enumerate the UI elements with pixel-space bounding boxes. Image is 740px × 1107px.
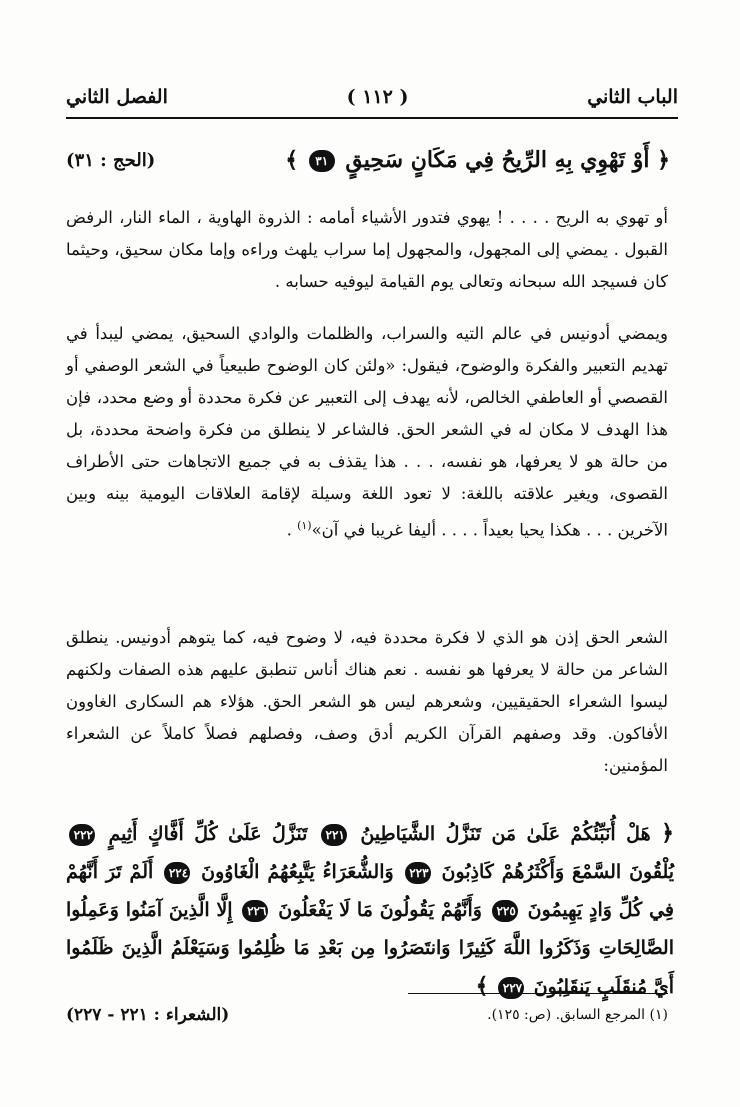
verse-text-block <box>285 147 670 173</box>
verse-224: وَالشُّعَرَاءُ يَتَّبِعُهُمُ الْغَاوُونَ <box>201 861 394 883</box>
verse-reference: (الحج : ٣١) <box>66 149 156 171</box>
running-header <box>66 82 678 112</box>
verse-222: تَنَزَّلُ عَلَىٰ كُلِّ أَفَّاكٍ أَثِيمٍ <box>108 823 308 845</box>
ayah-number: ٢٢٦ <box>242 900 268 922</box>
page-footer <box>66 1000 668 1030</box>
footnote: (١) المرجع السابق. (ص: ١٢٥). <box>487 1007 668 1023</box>
ornate-bracket-open-icon: ﴿ <box>657 147 670 173</box>
header-divider <box>66 117 678 119</box>
passage-reference: (الشعراء : ٢٢١ - ٢٢٧) <box>66 1005 230 1025</box>
verse-225: أَلَمْ تَرَ أَنَّهُمْ فِي كُلِّ وَادٍ يَهِيمُونَ <box>66 861 674 921</box>
ornate-bracket-close-icon: ﴾ <box>475 973 489 999</box>
ornate-bracket-close-icon: ﴾ <box>285 147 299 173</box>
paragraph-2-text: ويمضي أدونيس في عالم التيه والسراب، والظلمات والوادي السحيق، يمضي ليبدأ في تهديم التعبير والفكرة والوضوح، فيقول: «ولئن كان الوضوح طبيعياً في الشعر الوصفي أو القصصي أو العاطفي الخالص، لأنه يهدف إلى التعبير عن فكرة محددة أو وضع محدد، فإن هذا الهدف لا مكان له في الشعر الحق. فالشاعر لا ينطلق من فكرة واضحة محددة، بل من حالة هو لا يعرفها، هو نفسه، . . . هذا يقذف به في جميع الاتجاهات حتى الأطراف القصوى، ويغير علاقته باللغة: لا تعود اللغة وسيلة لإقامة العلاقات اليومية بينه وبين الآخرين . . . هكذا يحيا بعيداً . . . . أليفا غريبا في آن» <box>66 324 668 540</box>
section-title: الفصل الثاني <box>66 86 168 108</box>
verse-226: وَأَنَّهُمْ يَقُولُونَ مَا لَا يَفْعَلُونَ <box>278 899 482 921</box>
verse-227: إِلَّا الَّذِينَ آمَنُوا وَعَمِلُوا الصَّالِحَاتِ وَذَكَرُوا اللَّهَ كَثِيرًا وَانتَصَرُوا مِن بَعْدِ مَا ظُلِمُوا وَسَيَعْلَمُ الَّذِينَ ظَلَمُوا أَيَّ مُنقَلَبٍ يَنقَلِبُونَ <box>66 899 674 998</box>
footnote-marker: (١) <box>297 519 312 532</box>
footnote-divider <box>408 993 668 994</box>
ayah-number: ٢٢٥ <box>492 900 518 922</box>
ayah-number: ٢٢٢ <box>69 824 95 846</box>
opening-verse <box>66 143 670 177</box>
ayah-number: ٢٢٧ <box>498 977 524 999</box>
paragraph-3: الشعر الحق إذن هو الذي لا فكرة محددة فيه، لا وضوح فيه، كما يتوهم أدونيس. ينطلق الشاعر من حالة لا يعرفها هو نفسه . نعم هناك أناس تنطبق عليهم هذه الصفات ولكنهم ليسوا الشعراء الحقيقيين، وشعرهم ليس هو الشعر الحق. هؤلاء هم السكارى الغاوون الأفاكون. وقد وصفهم القرآن الكريم أدق وصف، وفصلهم فصلاً كاملاً عن الشعراء المؤمنين: <box>66 628 668 775</box>
paragraph-1: أو تهوي به الريح . . . . ! يهوي فتدور الأشياء أمامه : الذروة الهاوية ، الماء النار، الرفض القبول . يمضي إلى المجهول، والمجهول إما سراب يلهث وراءه وإما مكان سحيق، وحيثما كان فسيجد الله سبحانه وتعالى يوم القيامة ليوفيه حسابه . <box>66 208 668 291</box>
verse-221: هَلْ أُنَبِّئُكُمْ عَلَىٰ مَن تَنَزَّلُ الشَّيَاطِينُ <box>360 823 651 845</box>
verse-text: أَوْ تَهْوِي بِهِ الرِّيحُ فِي مَكَانٍ سَحِيقٍ <box>345 147 650 173</box>
ayah-number: ٢٢١ <box>321 824 347 846</box>
verse-223: يُلْقُونَ السَّمْعَ وَأَكْثَرُهُمْ كَاذِبُونَ <box>441 861 675 883</box>
quran-passage <box>66 814 674 1006</box>
page-number: ( ١١٢ ) <box>346 86 409 108</box>
ayah-number: ٣١ <box>309 150 335 172</box>
ayah-number: ٢٢٤ <box>164 862 190 884</box>
paragraph-2: ويمضي أدونيس في عالم التيه والسراب، والظلمات والوادي السحيق، يمضي ليبدأ في تهديم التعبير والفكرة والوضوح، فيقول: «ولئن كان الوضوح طبيعياً في الشعر الوصفي أو القصصي أو العاطفي الخالص، لأنه يهدف إلى التعبير عن فكرة محددة أو وضع محدد، فإن هذا الهدف لا مكان له في الشعر الحق. فالشاعر لا ينطلق من فكرة واضحة محددة، بل من حالة هو لا يعرفها، هو نفسه، . . . هذا يقذف به في جميع الاتجاهات حتى الأطراف القصوى، ويغير علاقته باللغة: لا تعود اللغة وسيلة لإقامة العلاقات اليومية بينه وبين الآخرين . . . هكذا يحيا بعيداً . . . . أليفا غريبا في آن»$^{(١)}$ . <box>66 324 668 540</box>
chapter-title: الباب الثاني <box>587 86 678 108</box>
ayah-number: ٢٢٣ <box>405 862 431 884</box>
ornate-bracket-open-icon: ﴿ <box>661 820 674 846</box>
